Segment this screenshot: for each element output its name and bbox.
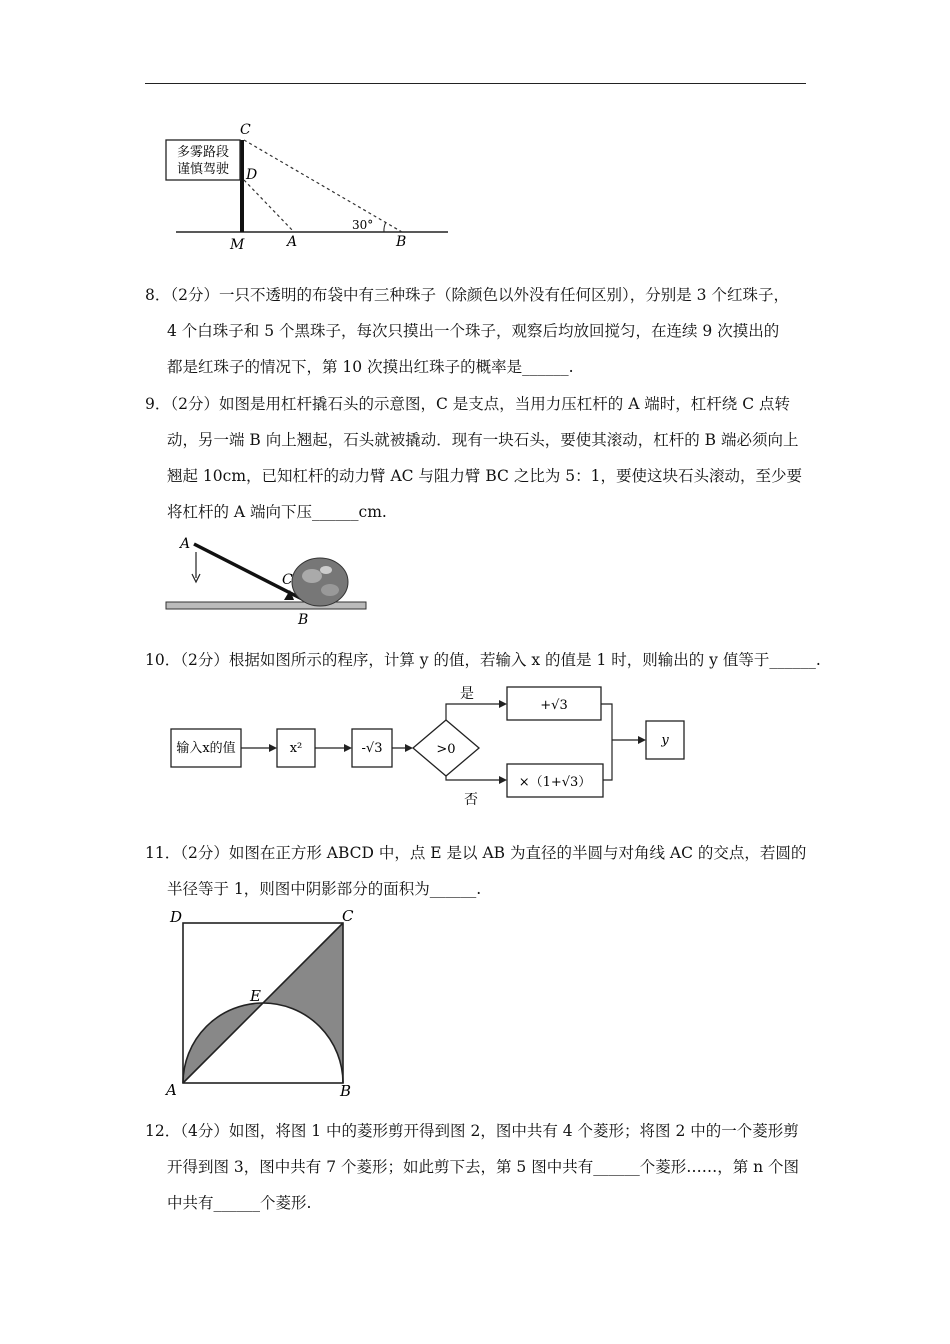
q8-line-2: 4 个白珠子和 5 个黑珠子，每次只摸出一个珠子，观察后均放回搅匀，在连续 9 次摸出的: [167, 322, 780, 340]
q10-line-1: 10．（2分）根据如图所示的程序，计算 y 的值，若输入 x 的值是 1 时，则输出的 y 值等于______.: [145, 651, 821, 669]
label-a: A: [287, 234, 298, 250]
label-m: M: [230, 237, 245, 253]
q9-line-2: 动，另一端 B 向上翘起，石头就被撬动．现有一块石头，要使其滚动，杠杆的 B 端必须向上: [167, 431, 799, 449]
label-d: D: [246, 167, 258, 183]
flow-no-label: 否: [464, 792, 478, 808]
flow-minus-sqrt3: -√3: [361, 741, 383, 756]
label-b: B: [340, 1082, 352, 1100]
label-b: B: [298, 612, 309, 628]
header-rule: [145, 83, 806, 84]
question-9: [145, 386, 810, 530]
flow-no-op: ×（1+√3）: [518, 775, 592, 790]
question-11: [145, 835, 810, 907]
label-d: D: [170, 908, 183, 926]
q9-line-3: 翘起 10cm，已知杠杆的动力臂 AC 与阻力臂 BC 之比为 5：1，要使这块石头滚动，至少要: [167, 467, 802, 485]
q8-line-1: 8．（2分）一只不透明的布袋中有三种珠子（除颜色以外没有任何区别），分别是 3 个红珠子，: [145, 286, 789, 304]
q12-line-1: 12．（4分）如图，将图 1 中的菱形剪开得到图 2，图中共有 4 个菱形；将图 2 中的一个菱形剪: [145, 1122, 799, 1140]
label-c: C: [282, 572, 293, 588]
flow-condition: >0: [436, 742, 456, 757]
sign-text-2: 谨慎驾驶: [176, 162, 230, 177]
angle-label: 30°: [352, 218, 374, 232]
label-e: E: [250, 987, 261, 1005]
q11-line-1: 11．（2分）如图在正方形 ABCD 中，点 E 是以 AB 为直径的半圆与对角线 AC 的交点，若圆的: [145, 844, 807, 862]
flow-square: x²: [289, 741, 303, 756]
flow-input: 输入x的值: [176, 741, 236, 756]
q9-line-4: 将杠杆的 A 端向下压______cm.: [167, 503, 387, 521]
q9-line-1: 9．（2分）如图是用杠杆撬石头的示意图，C 是支点，当用力压杠杆的 A 端时，杠杆绕 C 点转: [145, 395, 791, 413]
figure-square-semicircle: [160, 905, 370, 1105]
question-12: [145, 1113, 810, 1221]
q8-line-3: 都是红珠子的情况下，第 10 次摸出红珠子的概率是______.: [167, 358, 574, 376]
figure-fog-sign: [160, 118, 460, 258]
label-a: A: [180, 536, 191, 552]
label-c: C: [240, 122, 251, 138]
q12-line-3: 中共有______个菱形.: [167, 1194, 312, 1212]
question-8: [145, 277, 810, 385]
flow-output: y: [661, 733, 669, 748]
label-b: B: [396, 234, 407, 250]
label-c: C: [342, 907, 354, 925]
q11-line-2: 半径等于 1，则图中阴影部分的面积为______.: [167, 880, 482, 898]
figure-flowchart: [160, 680, 720, 810]
label-a: A: [166, 1081, 177, 1099]
flow-yes-op: +√3: [540, 698, 568, 713]
sign-text-1: 多雾路段: [176, 145, 230, 160]
q12-line-2: 开得到图 3，图中共有 7 个菱形；如此剪下去，第 5 图中共有______个菱形……，第 n 个图: [167, 1158, 800, 1176]
question-10: [145, 642, 821, 678]
figure-lever: [160, 532, 380, 632]
flow-yes-label: 是: [460, 686, 474, 702]
